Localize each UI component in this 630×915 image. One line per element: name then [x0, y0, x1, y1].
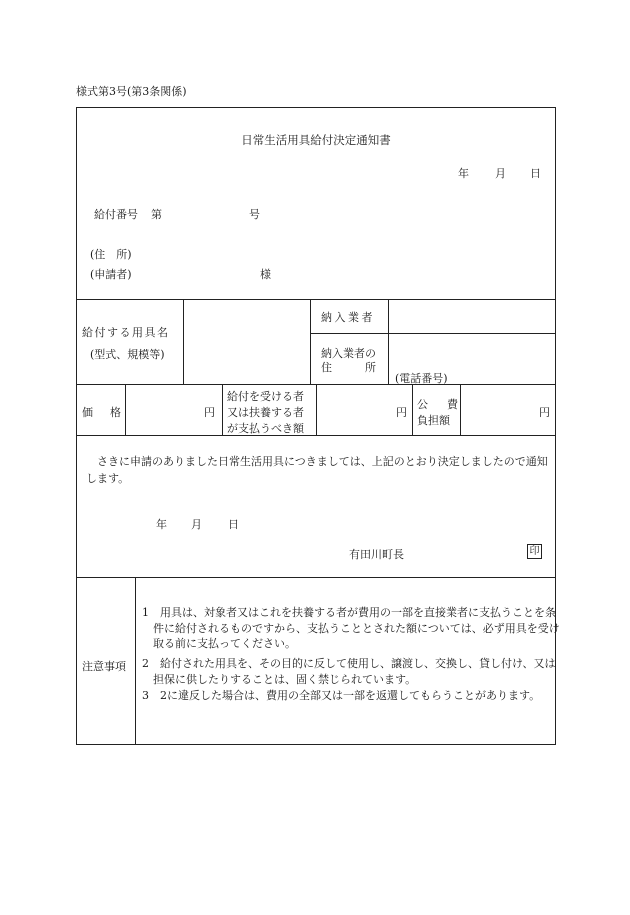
phone-number-label: (電話番号)	[395, 372, 448, 385]
divider	[460, 384, 461, 435]
date-month-label: 月	[495, 167, 506, 180]
date-year-label: 年	[458, 167, 469, 180]
note-item: 3 2に違反した場合は、費用の全部又は一部を返還してもらうことがあります。	[142, 689, 541, 702]
divider	[388, 299, 389, 384]
public-burden-label: 負担額	[417, 414, 450, 427]
divider	[135, 577, 136, 745]
notes-label: 注意事項	[82, 660, 126, 673]
applicant-label: (申請者)	[90, 268, 132, 281]
form-number-label: 様式第3号(第3条関係)	[76, 85, 187, 98]
honorific-label: 様	[260, 268, 271, 281]
benefit-number-suffix: 号	[249, 208, 260, 221]
price-label: 価	[82, 406, 93, 419]
divider	[310, 299, 311, 384]
document-title: 日常生活用具給付決定通知書	[241, 133, 391, 147]
divider	[183, 299, 184, 384]
seal-stamp: 印	[527, 544, 542, 559]
benefit-number-label: 給付番号	[94, 208, 138, 221]
divider	[412, 384, 413, 435]
dealer-address-label: 納入業者の	[321, 347, 376, 360]
item-model-label: (型式、規模等)	[90, 348, 165, 361]
notification-form	[76, 107, 560, 745]
divider	[222, 384, 223, 435]
price-label: 格	[110, 406, 121, 419]
divider	[310, 333, 555, 334]
copayment-label: 又は扶養する者	[227, 406, 304, 419]
divider	[125, 384, 126, 435]
date-year-label: 年	[156, 518, 167, 531]
benefit-number-prefix: 第	[151, 208, 162, 221]
yen-unit: 円	[539, 406, 550, 419]
date-day-label: 日	[228, 518, 239, 531]
decision-text: さきに申請のありました日常生活用具につきましては、上記のとおり決定しましたので通知します。	[86, 455, 548, 485]
public-burden-label: 公	[417, 398, 428, 411]
dealer-address-label-part: 住	[321, 361, 332, 374]
yen-unit: 円	[204, 406, 215, 419]
divider	[77, 577, 555, 578]
address-label: (住 所)	[90, 248, 132, 261]
item-name-label: 給付する用具名	[82, 326, 170, 339]
divider	[316, 384, 317, 435]
date-month-label: 月	[191, 518, 202, 531]
yen-unit: 円	[396, 406, 407, 419]
mayor-title: 有田川町長	[349, 548, 404, 561]
copayment-label: 給付を受ける者	[227, 390, 304, 403]
note-item: 1 用具は、対象者又はこれを扶養する者が費用の一部を直接業者に支払うことを条件に給付されるものですから、支払うこととされた額については、必ず用具を受け取る前に支払ってください。	[142, 606, 560, 650]
date-day-label: 日	[530, 167, 541, 180]
divider	[77, 299, 555, 300]
dealer-address-label-part: 所	[365, 361, 376, 374]
copayment-label: が支払うべき額	[227, 422, 304, 435]
dealer-label: 納入業者	[321, 311, 375, 324]
note-item: 2 給付された用具を、その目的に反して使用し、譲渡し、交換し、貸し付け、又は担保に供したりすることは、固く禁じられています。	[142, 657, 556, 686]
divider	[77, 435, 555, 436]
public-burden-label: 費	[447, 398, 458, 411]
